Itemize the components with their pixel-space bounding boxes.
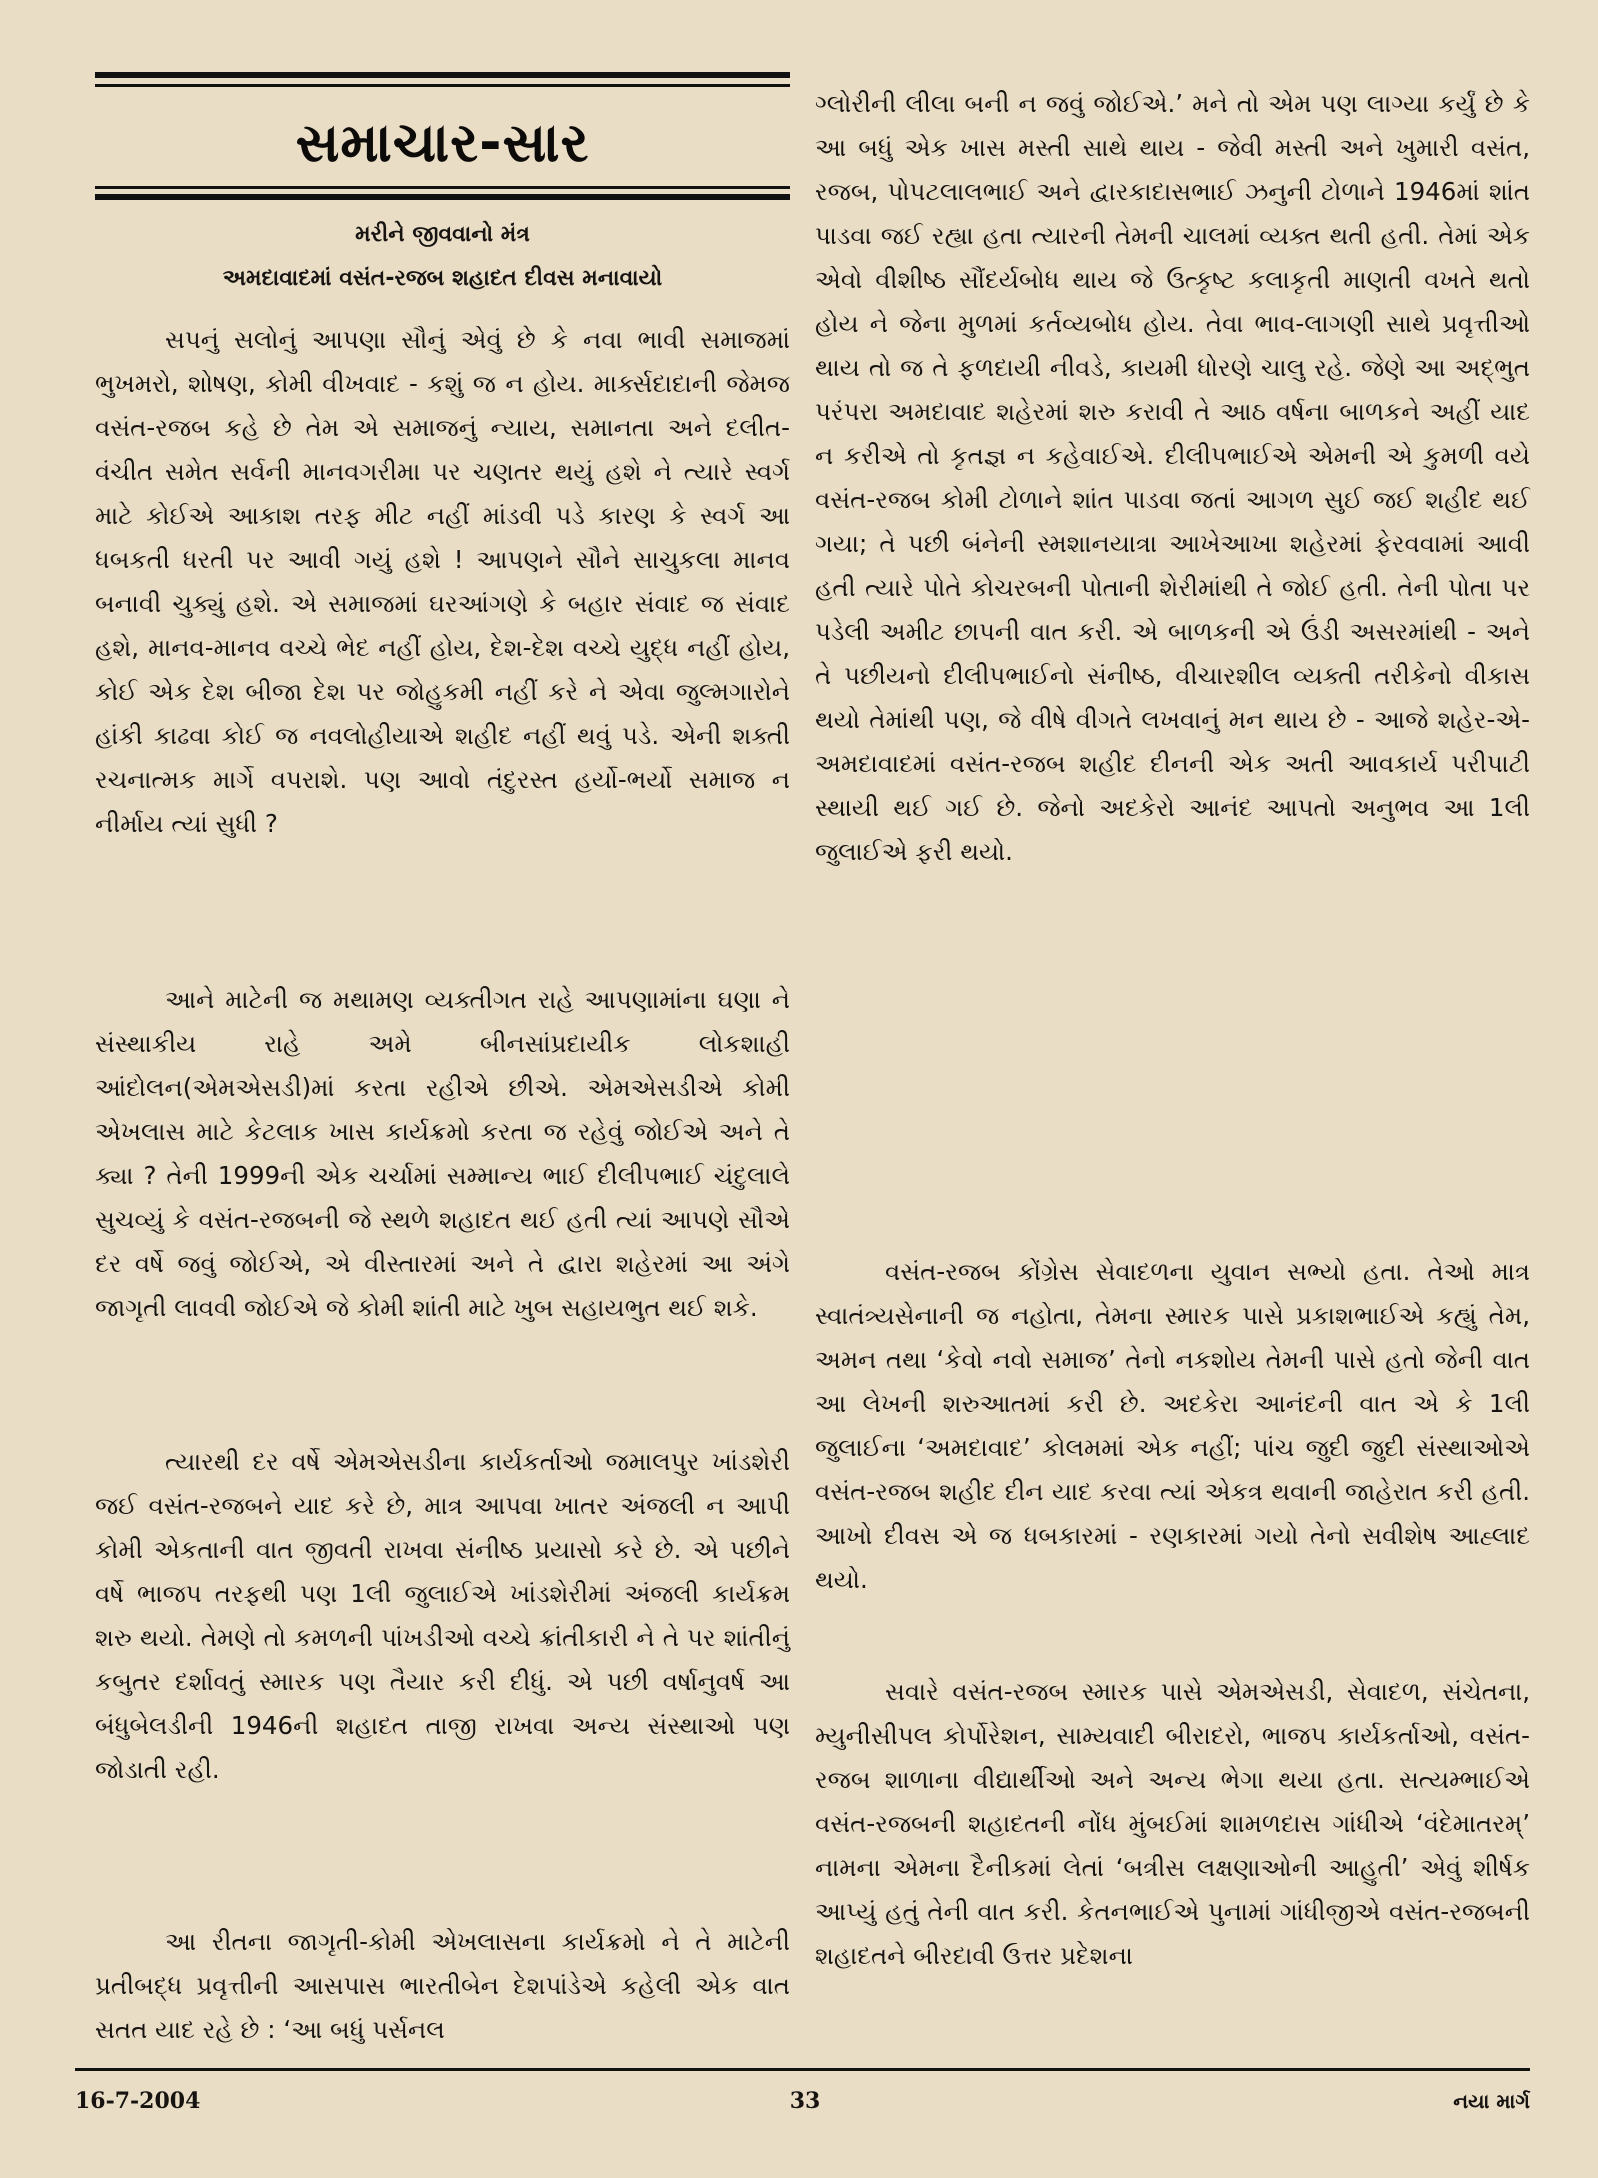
page-number: 33 <box>789 2088 821 2114</box>
right-paragraph-3: સવારે વસંત-રજબ સ્મારક પાસે એમએસડી, સેવાદળ, સંચેતના, મ્યુનીસીપલ કોર્પોરેશન, સામ્યવાદી બીરાદરો, ભાજપ કાર્યકર્તાઓ, વસંત-રજબ શાળાના વીદ્યાર્થીઓ અને અન્ય ભેગા થયા હતા. સત્યમ્ભાઈએ વસંત-રજબની શહાદતની નોંધ મુંબઈમાં શામળદાસ ગાંધીએ ‘વંદેમાતરમ્’ નામના એમના દૈનીકમાં લેતાં ‘બત્રીસ લક્ષણાઓની આહુતી’ એવું શીર્ષક આપ્યું હતું તેની વાત કરી. કેતનભાઈએ પુનામાં ગાંધીજીએ વસંત-રજબની શહાદતને બીરદાવી ઉત્તર પ્રદેશના <box>815 1677 1530 1970</box>
section-title: સમાચાર-સાર <box>295 111 590 174</box>
left-paragraph-3: ત્યારથી દર વર્ષે એમએસડીના કાર્યકર્તાઓ જમાલપુર ખાંડશેરી જઈ વસંત-રજબને યાદ કરે છે, માત્ર આપવા ખાતર અંજલી ન આપી કોમી એકતાની વાત જીવતી રાખવા સંનીષ્ઠ પ્રયાસો કરે છે. એ પછીને વર્ષે ભાજપ તરફથી પણ 1લી જુલાઈએ ખાંડશેરીમાં અંજલી કાર્યક્રમ શરુ થયો. તેમણે તો કમળની પાંખડીઓ વચ્ચે ક્રાંતીકારી ને તે પર શાંતીનું કબુતર દર્શાવતું સ્મારક પણ તૈયાર કરી દીધું. એ પછી વર્ષાનુવર્ષ આ બંધુબેલડીની 1946ની શહાદત તાજી રાખવા અન્ય સંસ્થાઓ પણ જોડાતી રહી. <box>95 1447 790 1784</box>
left-paragraph-1: સપનું સલોનું આપણા સૌનું એવું છે કે નવા ભાવી સમાજમાં ભુખમરો, શોષણ, કોમી વીખવાદ - કશું જ ન હોય. માર્ક્સદાદાની જેમજ વસંત-રજબ કહે છે તેમ એ સમાજનું ન્યાય, સમાનતા અને દલીત-વંચીત સમેત સર્વની માનવગરીમા પર ચણતર થયું હશે ને ત્યારે સ્વર્ગ માટે કોઈએ આકાશ તરફ મીટ નહીં માંડવી પડે કારણ કે સ્વર્ગ આ ધબકતી ધરતી પર આવી ગયું હશે ! આપણને સૌને સાચુકલા માનવ બનાવી ચુક્યું હશે. એ સમાજમાં ઘરઆંગણે કે બહાર સંવાદ જ સંવાદ હશે, માનવ-માનવ વચ્ચે ભેદ નહીં હોય, દેશ-દેશ વચ્ચે યુદ્ધ નહીં હોય, કોઈ એક દેશ બીજા દેશ પર જોહુકમી નહીં કરે ને એવા જુલ્મગારોને હાંકી કાઢવા કોઈ જ નવલોહીયાએ શહીદ નહીં થવું પડે. એની શક્તી રચનાત્મક માર્ગે વપરાશે. પણ આવો તંદુરસ્ત હર્યો-ભર્યો સમાજ ન નીર્માય ત્યાં સુધી ? <box>95 325 790 838</box>
heading-top-rule <box>95 72 790 78</box>
section-title-box <box>95 100 790 185</box>
footer-date: 16-7-2004 <box>75 2088 201 2114</box>
right-paragraph-2: વસંત-રજબ કોંગ્રેસ સેવાદળના યુવાન સભ્યો હતા. તેઓ માત્ર સ્વાતંત્ર્યસેનાની જ નહોતા, તેમના સ્મારક પાસે પ્રકાશભાઈએ કહ્યું તેમ, અમન તથા ‘કેવો નવો સમાજ’ તેનો નકશોય તેમની પાસે હતો જેની વાત આ લેખની શરુઆતમાં કરી છે. અદકેરા આનંદની વાત એ કે 1લી જુલાઈના ‘અમદાવાદ’ કોલમમાં એક નહીં; પાંચ જુદી જુદી સંસ્થાઓએ વસંત-રજબ શહીદ દીન યાદ કરવા ત્યાં એકત્ર થવાની જાહેરાત કરી હતી. આખો દીવસ એ જ ધબકારમાં - રણકારમાં ગયો તેનો સવીશેષ આહ્લાદ થયો. <box>815 1257 1530 1594</box>
right-paragraph-1: ગ્લોરીની લીલા બની ન જવું જોઈએ.’ મને તો એમ પણ લાગ્યા કર્યું છે કે આ બધું એક ખાસ મસ્તી સાથે થાય - જેવી મસ્તી અને ખુમારી વસંત, રજબ, પોપટલાલભાઈ અને દ્વારકાદાસભાઈ ઝનુની ટોળાને 1946માં શાંત પાડવા જઈ રહ્યા હતા ત્યારની તેમની ચાલમાં વ્યક્ત થતી હતી. તેમાં એક એવો વીશીષ્ઠ સૌંદર્યબોધ થાય જે ઉત્કૃષ્ટ કલાકૃતી માણતી વખતે થતો હોય ને જેના મુળમાં કર્તવ્યબોધ હોય. તેવા ભાવ-લાગણી સાથે પ્રવૃત્તીઓ થાય તો જ તે ફળદાયી નીવડે, કાયમી ધોરણે ચાલુ રહે. જેણે આ અદ્ભુત પરંપરા અમદાવાદ શહેરમાં શરુ કરાવી તે આઠ વર્ષના બાળકને અહીં યાદ ન કરીએ તો કૃતજ્ઞ ન કહેવાઈએ. દીલીપભાઈએ એમની એ કુમળી વયે વસંત-રજબ કોમી ટોળાને શાંત પાડવા જતાં આગળ સુઈ જઈ શહીદ થઈ ગયા; તે પછી બંનેની સ્મશાનયાત્રા આખેઆખા શહેરમાં ફેરવવામાં આવી હતી ત્યારે પોતે કોચરબની પોતાની શેરીમાંથી તે જોઈ હતી. તેની પોતા પર પડેલી અમીટ છાપની વાત કરી. એ બાળકની એ ઉંડી અસરમાંથી - અને તે પછીયનો દીલીપભાઈનો સંનીષ્ઠ, વીચારશીલ વ્યક્તી તરીકેનો વીકાસ થયો તેમાંથી પણ, જે વીષે વીગતે લખવાનું મન થાય છે - આજે શહેર-એ-અમદાવાદમાં વસંત-રજબ શહીદ દીનની એક અતી આવકાર્ય પરીપાટી સ્થાયી થઈ ગઈ છે. જેનો અદકેરો આનંદ આપતો અનુભવ આ 1લી જુલાઈએ ફરી થયો. <box>815 89 1531 866</box>
article-subheadline: અમદાવાદમાં વસંત-રજબ શહાદત દીવસ મનાવાયો <box>222 266 663 291</box>
footer-rule <box>75 2068 1530 2071</box>
heading-bottom-rule <box>95 194 790 200</box>
publication-name: નયા માર્ગ <box>1453 2089 1530 2113</box>
left-paragraph-4: આ રીતના જાગૃતી-કોમી એખલાસના કાર્યક્રમો ને તે માટેની પ્રતીબદ્ધ પ્રવૃત્તીની આસપાસ ભારતીબેન દેશપાંડેએ કહેલી એક વાત સતત યાદ રહે છે : ‘આ બધું પર્સનલ <box>95 1927 790 2044</box>
heading-bottom-rule-thin <box>95 186 790 189</box>
article-headline: મરીને જીવવાનો મંત્ર <box>355 222 530 247</box>
left-paragraph-2: આને માટેની જ મથામણ વ્યક્તીગત રાહે આપણામાંના ઘણા ને સંસ્થાકીય રાહે અમે બીનસાંપ્રદાયીક લોકશાહી આંદોલન(એમએસડી)માં કરતા રહીએ છીએ. એમએસડીએ કોમી એખલાસ માટે કેટલાક ખાસ કાર્યક્રમો કરતા જ રહેવું જોઈએ અને તે ક્યા ? તેની 1999ની એક ચર્ચામાં સમ્માન્ય ભાઈ દીલીપભાઈ ચંદુલાલે સુચવ્યું કે વસંત-રજબની જે સ્થળે શહાદત થઈ હતી ત્યાં આપણે સૌએ દર વર્ષે જવું જોઈએ, એ વીસ્તારમાં અને તે દ્વારા શહેરમાં આ અંગે જાગૃતી લાવવી જોઈએ જે કોમી શાંતી માટે ખુબ સહાયભુત થઈ શકે. <box>95 985 790 1322</box>
heading-top-rule-thin <box>95 84 790 87</box>
